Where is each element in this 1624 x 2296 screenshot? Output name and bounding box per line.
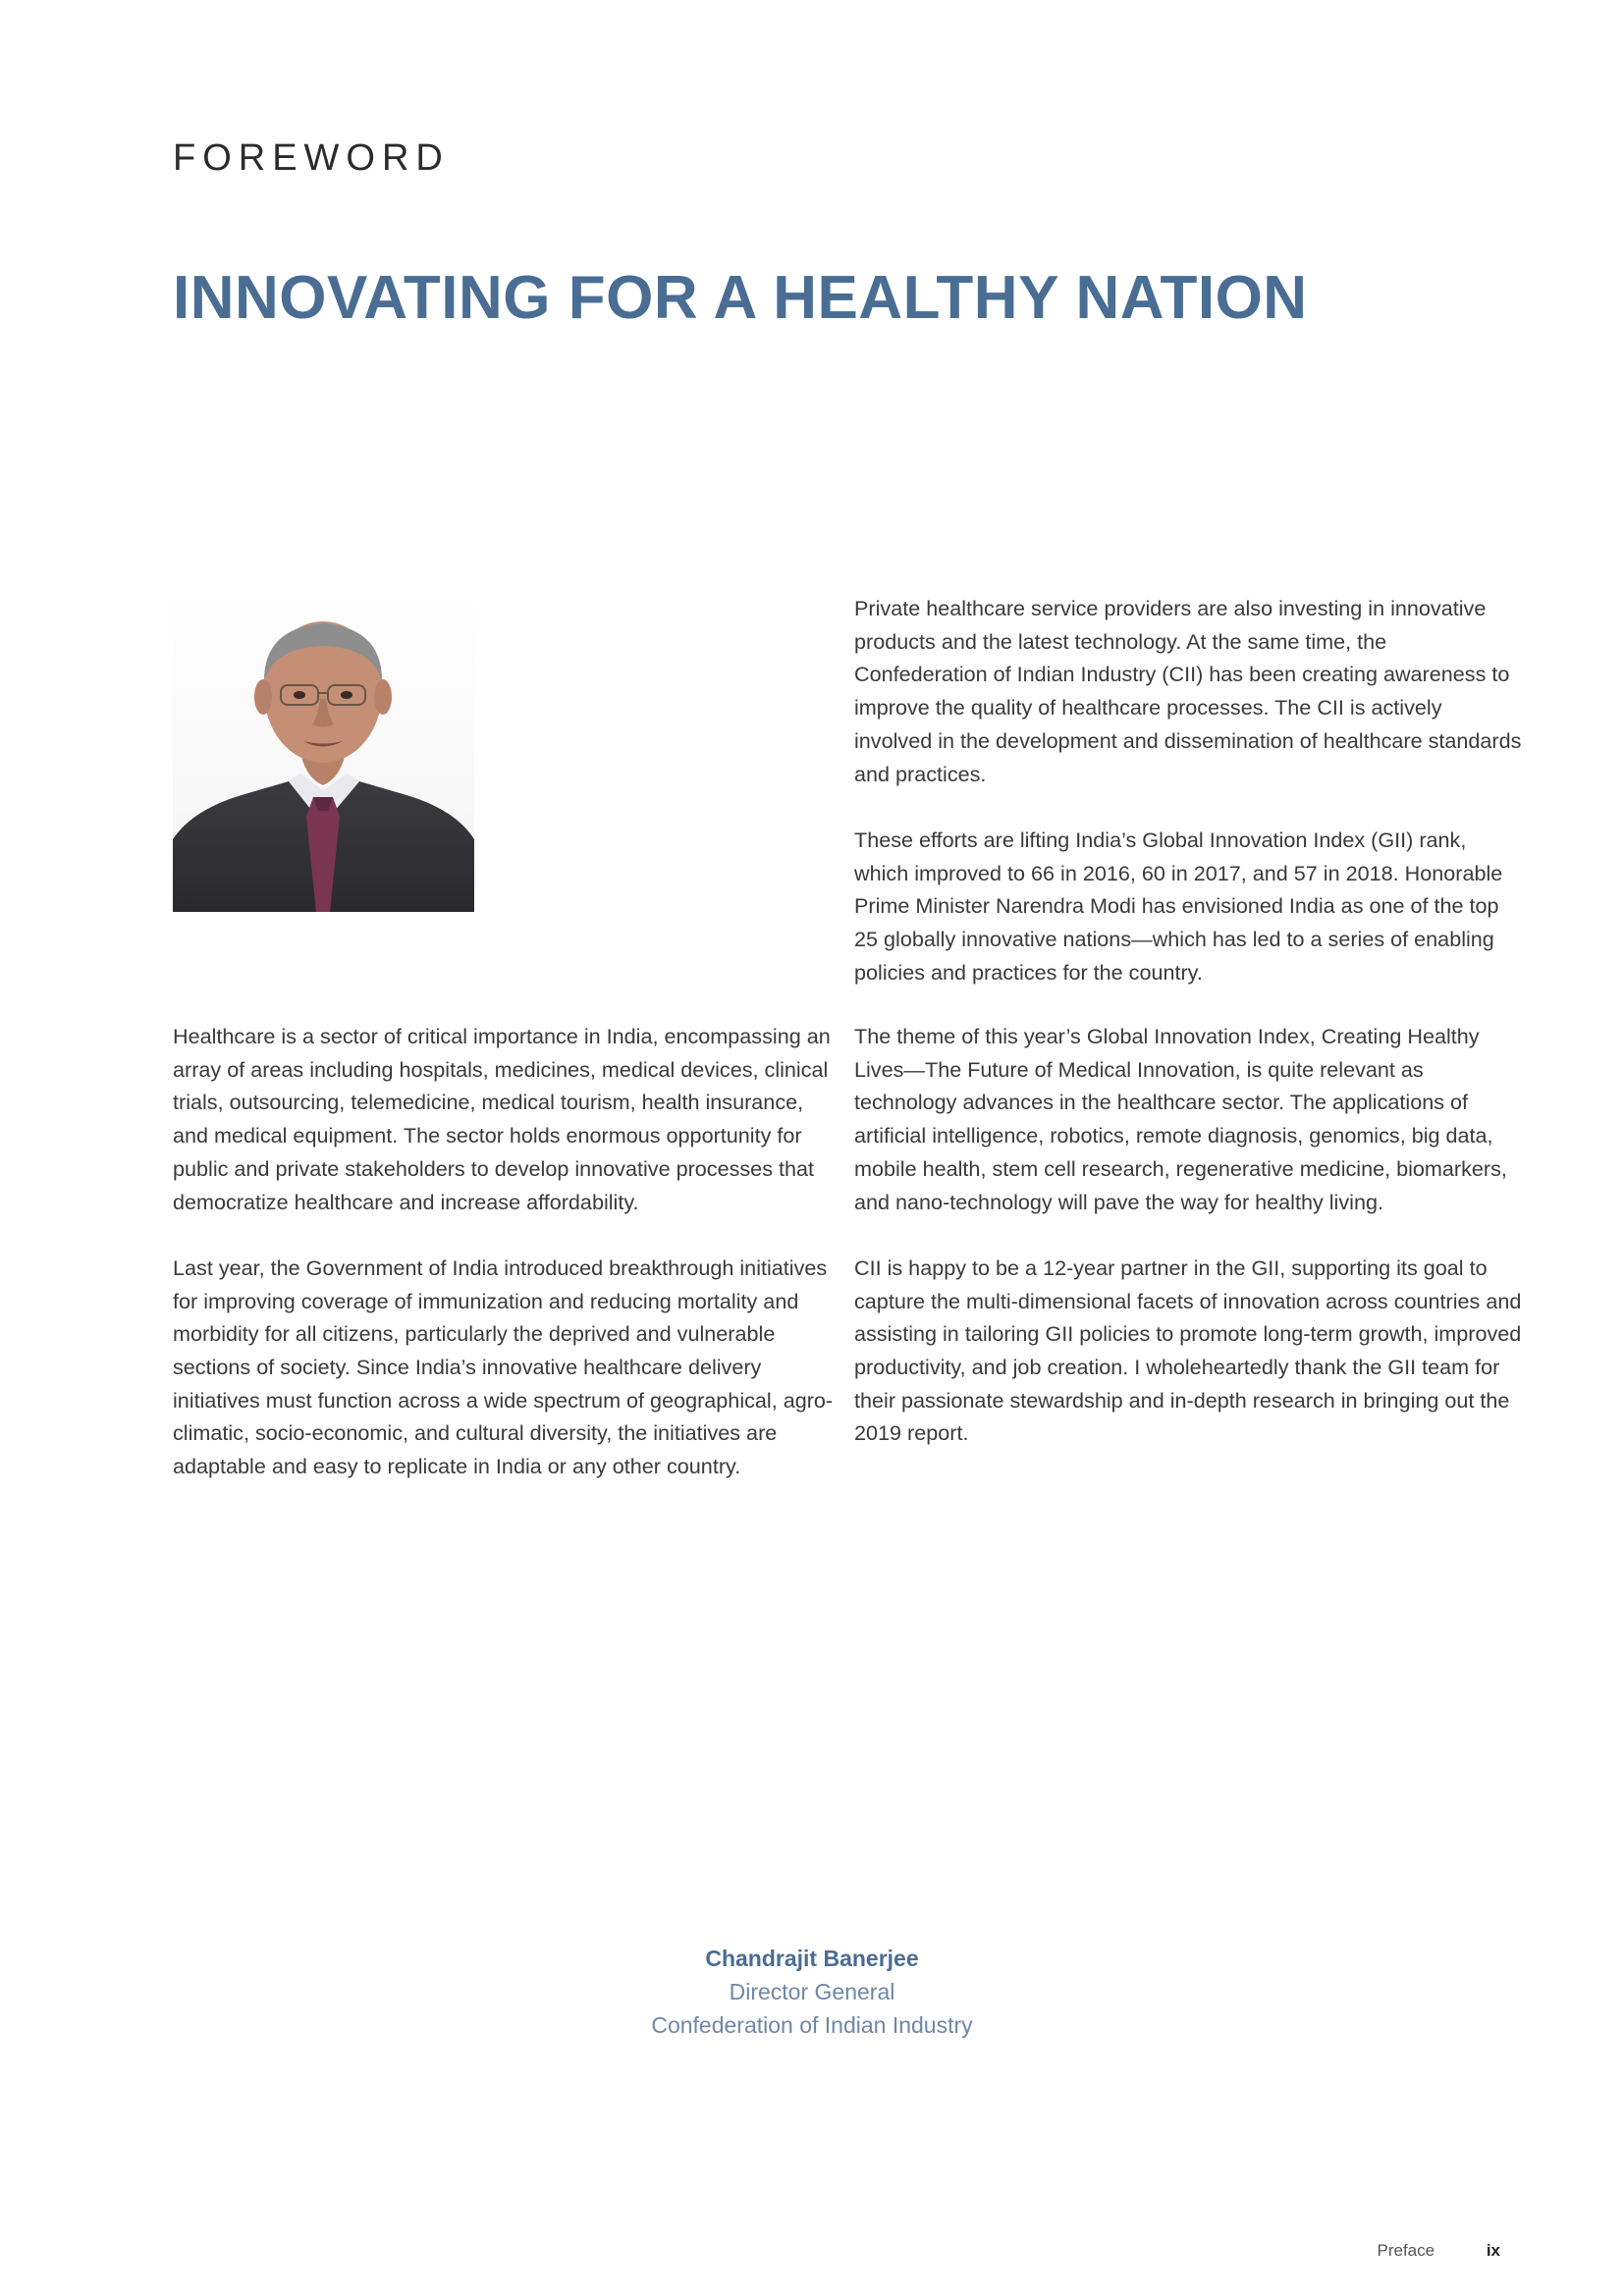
paragraph: Last year, the Government of India introduced breakthrough initiatives for improving coverage of immunization and reducing mortality and morbidity for all citizens, particularly the deprived and vulnerable sections of society. Since India’s innovative healthcare delivery initiatives must function across a wide spectrum of geographical, agro-climatic, socio-economic, and cultural diversity, the initiatives are adaptable and easy to replicate in India or any other country. <box>173 1255 834 1479</box>
page-title: INNOVATING FOR A HEALTHY NATION <box>173 264 1308 332</box>
section-kicker: FOREWORD <box>173 137 450 179</box>
right-column-bottom <box>854 1020 1522 1483</box>
signatory-role: Director General <box>729 1979 895 2004</box>
page-number: ix <box>1486 2241 1500 2260</box>
page-footer <box>1377 2241 1500 2261</box>
right-column-top <box>854 592 1522 1022</box>
signatory-name: Chandrajit Banerjee <box>705 1946 919 1971</box>
signatory-organization: Confederation of Indian Industry <box>651 2012 973 2038</box>
paragraph: CII is happy to be a 12-year partner in the GII, supporting its goal to capture the multi-dimensional facets of innovation across countries and assisting in tailoring GII policies to promote long-term growth, improved productivity, and job creation. I wholeheartedly thank the GII team for their passionate stewardship and in-depth research in bringing out the 2019 report. <box>854 1255 1522 1446</box>
signature-block <box>0 1942 1624 2042</box>
paragraph: Healthcare is a sector of critical importance in India, encompassing an array of areas including hospitals, medicines, medical devices, clinical trials, outsourcing, telemedicine, medical tourism, health insurance, and medical equipment. The sector holds enormous opportunity for public and private stakeholders to develop innovative processes that democratize healthcare and increase affordability. <box>173 1024 831 1214</box>
paragraph: Private healthcare service providers are also investing in innovative products and the latest technology. At the same time, the Confederation of Indian Industry (CII) has been creating awareness to improve the quality of healthcare processes. The CII is actively involved in the development and dissemination of healthcare standards and practices. <box>854 596 1522 786</box>
footer-section-label: Preface <box>1377 2241 1435 2260</box>
paragraph: The theme of this year’s Global Innovation Index, Creating Healthy Lives—The Future of Medical Innovation, is quite relevant as technology advances in the healthcare sector. The applications of artificial intelligence, robotics, remote diagnosis, genomics, big data, mobile health, stem cell research, regenerative medicine, biomarkers, and nano-technology will pave the way for healthy living. <box>854 1024 1507 1214</box>
left-column <box>173 1020 840 1517</box>
paragraph: These efforts are lifting India’s Global Innovation Index (GII) rank, which improved to 66 in 2016, 60 in 2017, and 57 in 2018. Honorable Prime Minister Narendra Modi has envisioned India as one of the top 25 globally innovative nations—which has led to a series of enabling policies and practices for the country. <box>854 827 1503 985</box>
portrait-photo-icon <box>173 589 474 912</box>
